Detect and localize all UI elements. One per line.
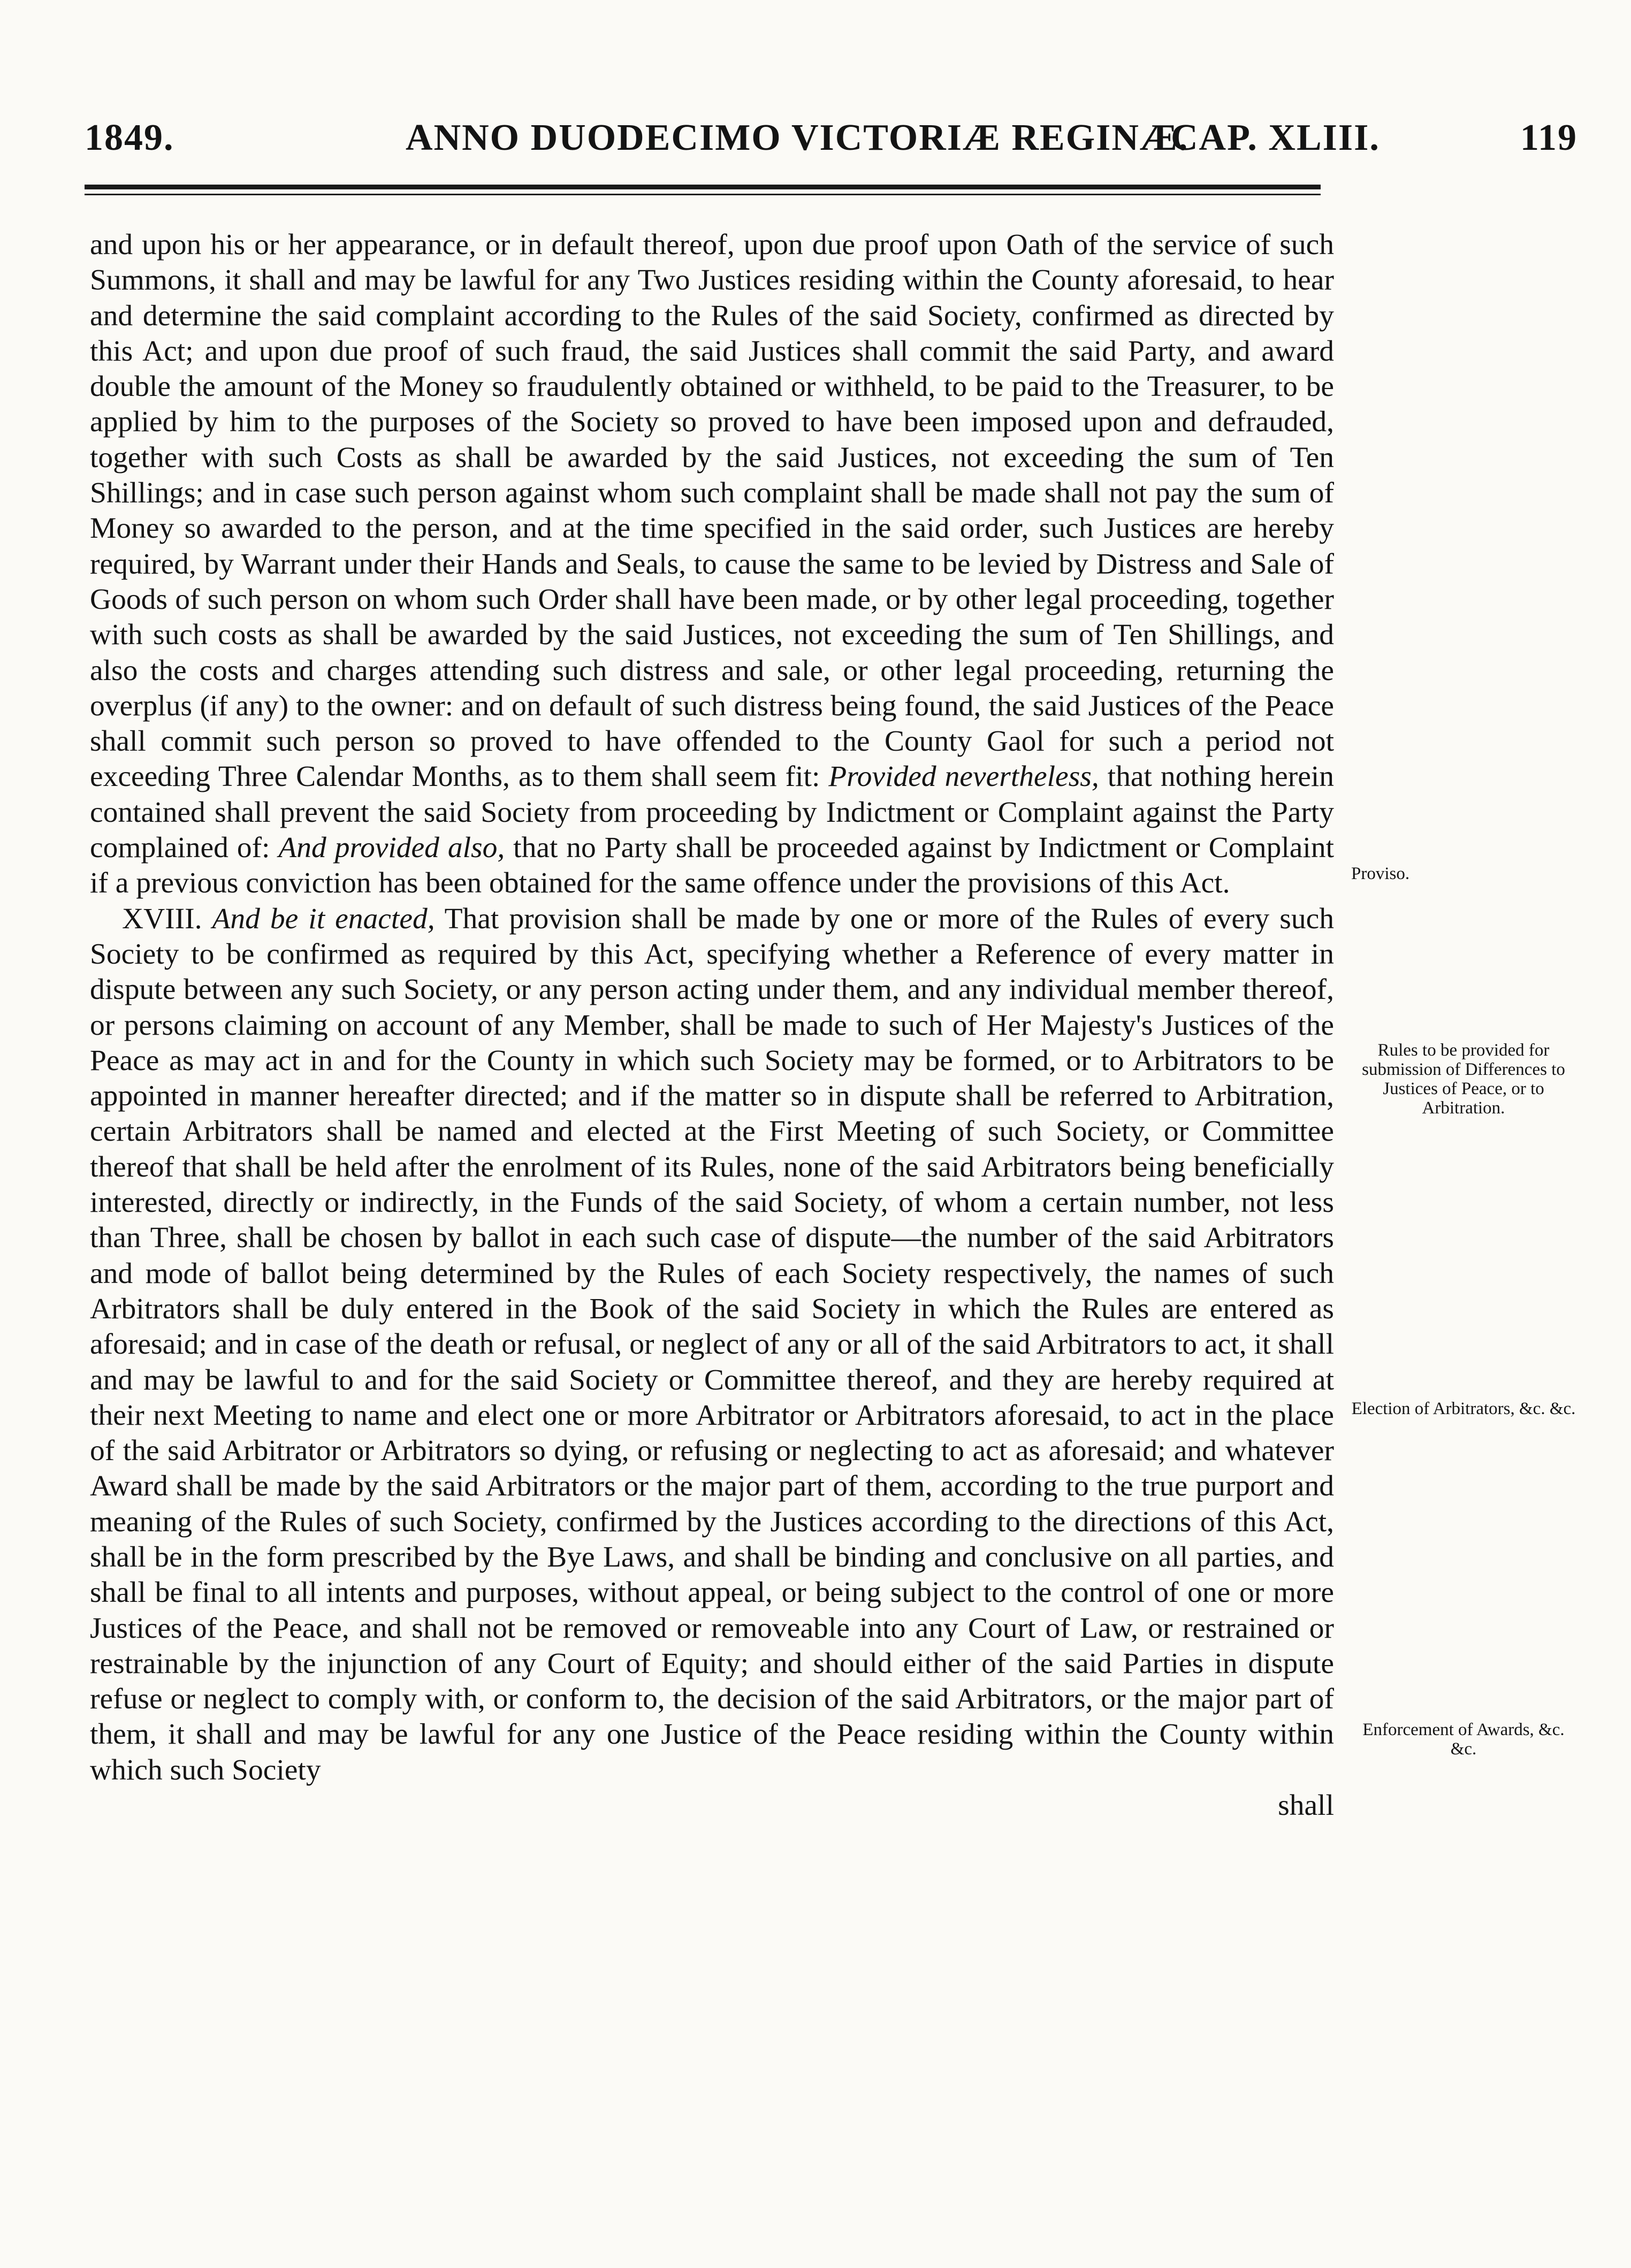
header-chapter: CAP. XLIII. — [1171, 117, 1380, 158]
proviso-nevertheless: Provided nevertheless, — [828, 760, 1099, 793]
header-title: ANNO DUODECIMO VICTORIÆ REGINÆ. — [406, 117, 1189, 158]
header-year: 1849. — [85, 117, 174, 158]
section-number: XVIII. — [122, 902, 202, 935]
section-xviii — [90, 902, 1334, 1788]
para1-text: and upon his or her appearance, or in default thereof, upon due proof upon Oath of the service of such Summons, it shall and may be lawful for any Two Justices residing within the County aforesaid, to hear and determine the said complaint according to the Rules of the said Society, confirmed as directed by this Act; and upon due proof of such fraud, the said Justices shall commit the said Party, and award double the amount of the Money so fraudulently obtained or withheld, to be paid to the Treasurer, to be applied by him to the purposes of the Society so proved to have been imposed upon and defrauded, together with such Costs as shall be awarded by the said Justices, not exceeding the sum of Ten Shillings; and in case such person against whom such complaint shall be made shall not pay the sum of Money so awarded to the person, and at the time specified in the said order, such Justices are hereby required, by Warrant under their Hands and Seals, to cause the same to be levied by Distress and Sale of Goods of such person on whom such Order shall have been made, or by other legal proceeding, together with such costs as shall be awarded by the said Justices, not exceeding the sum of Ten Shillings, and also the costs and charges attending such distress and sale, or other legal proceeding, returning the overplus (if any) to the owner: and on default of such distress being found, the said Justices of the Peace shall commit such person so proved to have offended to the County Gaol for such a period not exceeding Three Calendar Months, as to them shall seem fit: — [90, 228, 1334, 793]
section-xviii-text: That provision shall be made by one or more of the Rules of every such Society to be confirmed as required by this Act, specifying whether a Reference of every matter in dispute between any such Society, or any person acting under them, and any individual member thereof, or persons claiming on account of any Member, shall be made to such of Her Majesty's Justices of the Peace as may act in and for the County in which such Society may be formed, or to Arbitrators to be appointed in manner hereafter directed; and if the matter so in dispute shall be referred to Arbitration, certain Arbitrators shall be named and elected at the First Meeting of such Society, or Committee thereof that shall be held after the enrolment of its Rules, none of the said Arbitrators being beneficially interested, directly or indirectly, in the Funds of the said Society, of whom a certain number, not less than Three, shall be chosen by ballot in each such case of dispute—the number of the said Arbitrators and mode of ballot being determined by the Rules of each Society respectively, the names of such Arbitrators shall be duly entered in the Book of the said Society in which the Rules are entered as aforesaid; and in case of the death or refusal, or neglect of any or all of the said Arbitrators to act, it shall and may be lawful to and for the said Society or Committee thereof, and they are hereby required at their next Meeting to name and elect one or more Arbitrator or Arbitrators aforesaid, to act in the place of the said Arbitrator or Arbitrators so dying, or refusing or neglecting to act as aforesaid; and whatever Award shall be made by the said Arbitrators or the major part of them, according to the true purport and meaning of the Rules of such Society, confirmed by the Justices according to the directions of this Act, shall be in the form prescribed by the Bye Laws, and shall be binding and conclusive on all parties, and shall be final to all intents and purposes, without appeal, or being subject to the control of one or more Justices of the Peace, and shall not be removed or removeable into any Court of Law, or restrained or restrainable by the injunction of any Court of Equity; and should either of the said Parties in dispute refuse or neglect to comply with, or conform to, the decision of the said Arbitrators, or the major part of them, it shall and may be lawful for any one Justice of the Peace residing within the County within which such Society — [90, 902, 1335, 1786]
proviso-also: And provided also, — [278, 831, 505, 865]
header-rule-thick — [85, 185, 1321, 189]
para1b-text: that nothing herein contained shall prevent the said Society from proceeding by Indictment or Complaint against the Party complained of: — [90, 760, 1335, 865]
margin-note-enforcement: Enforcement of Awards, &c. &c. — [1362, 1720, 1565, 1759]
catchword: shall — [1278, 1789, 1334, 1822]
margin-note-proviso: Proviso. — [1351, 864, 1410, 883]
enacting-words: And be it enacted, — [212, 902, 435, 935]
header-rule-thin — [85, 194, 1321, 195]
margin-note-rules: Rules to be provided for submission of Differences to Justices of Peace, or to Arbitration. — [1362, 1041, 1565, 1118]
para1c-text: that no Party shall be proceeded against by Indictment or Complaint if a previous conviction has been obtained for the same offence under the provisions of this Act. — [90, 831, 1335, 900]
margin-note-election: Election of Arbitrators, &c. &c. — [1351, 1399, 1576, 1418]
paragraph-continuation — [90, 227, 1334, 902]
running-header — [85, 107, 1577, 166]
page-number: 119 — [1520, 117, 1577, 158]
statute-text — [90, 227, 1334, 1823]
